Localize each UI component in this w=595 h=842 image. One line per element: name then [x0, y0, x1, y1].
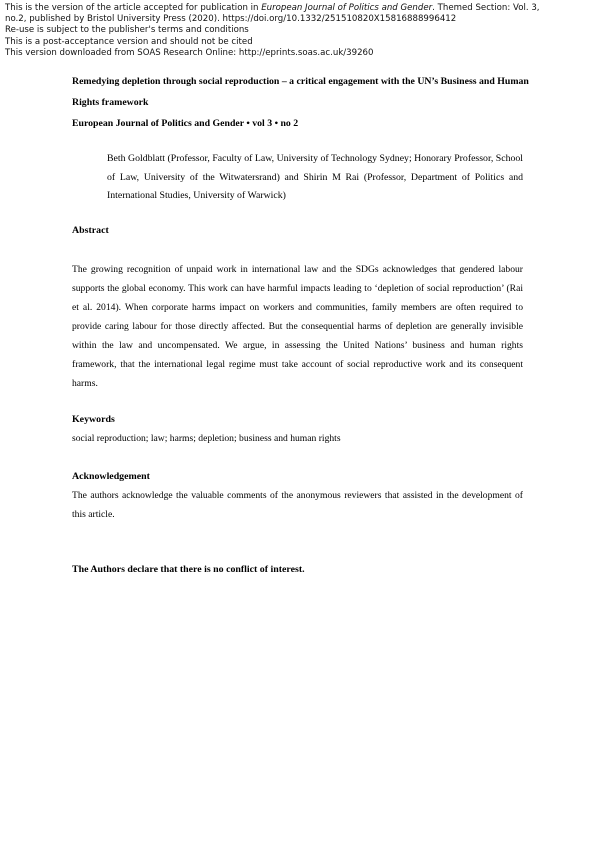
repository-notice	[5, 3, 590, 59]
abstract-text: The growing recognition of unpaid work in international law and the SDGs acknowledges that gendered labour supports the global economy. This work can have harmful impacts leading to ‘depletion of social reproduction’ (Rai et al. 2014). When corporate harms impact on workers and communities, family members are often required to provide caring labour for those directly affected. But the consequential harms of depletion are generally invisible within the law and uncompensated. We argue, in assessing the United Nations’ business and human rights framework, that the international legal regime must take account of social reproductive work and its consequent harms.	[72, 264, 523, 389]
acknowledgement-text: The authors acknowledge the valuable comments of the anonymous reviewers that assisted in the development of this article.	[72, 490, 523, 520]
abstract-heading: Abstract	[72, 225, 109, 236]
journal-line: European Journal of Politics and Gender • vol 3 • no 2	[72, 118, 299, 129]
article-header	[72, 71, 532, 134]
notice-line-doi: no.2, published by Bristol University Press (2020). https://doi.org/10.1332/251510820X15816888996412	[5, 14, 457, 25]
acknowledgement-heading: Acknowledgement	[72, 471, 150, 482]
article-title: Remedying depletion through social reproduction – a critical engagement with the UN’s Business and Human Rights framework	[72, 76, 529, 108]
author-affiliations: Beth Goldblatt (Professor, Faculty of Law, University of Technology Sydney; Honorary Professor, School of Law, University of the Witwatersrand) and Shirin M Rai (Professor, Department of Politics and International Studies, University of Warwick)	[107, 153, 523, 202]
conflict-statement: The Authors declare that there is no conflict of interest.	[72, 564, 305, 575]
notice-line-download: This version downloaded from SOAS Research Online: http://eprints.soas.ac.uk/39260	[5, 47, 374, 58]
notice-line-citation: This is the version of the article accepted for publication in European Journal of Politics and Gender. Themed Section: Vol. 3,	[5, 3, 540, 13]
keywords-text: social reproduction; law; harms; depletion; business and human rights	[72, 433, 341, 444]
notice-journal-name: European Journal of Politics and Gender	[261, 3, 433, 13]
notice-line-reuse: Re-use is subject to the publisher's terms and conditions	[5, 25, 249, 36]
notice-line-version: This is a post-acceptance version and should not be cited	[5, 36, 253, 47]
keywords-heading: Keywords	[72, 414, 115, 425]
